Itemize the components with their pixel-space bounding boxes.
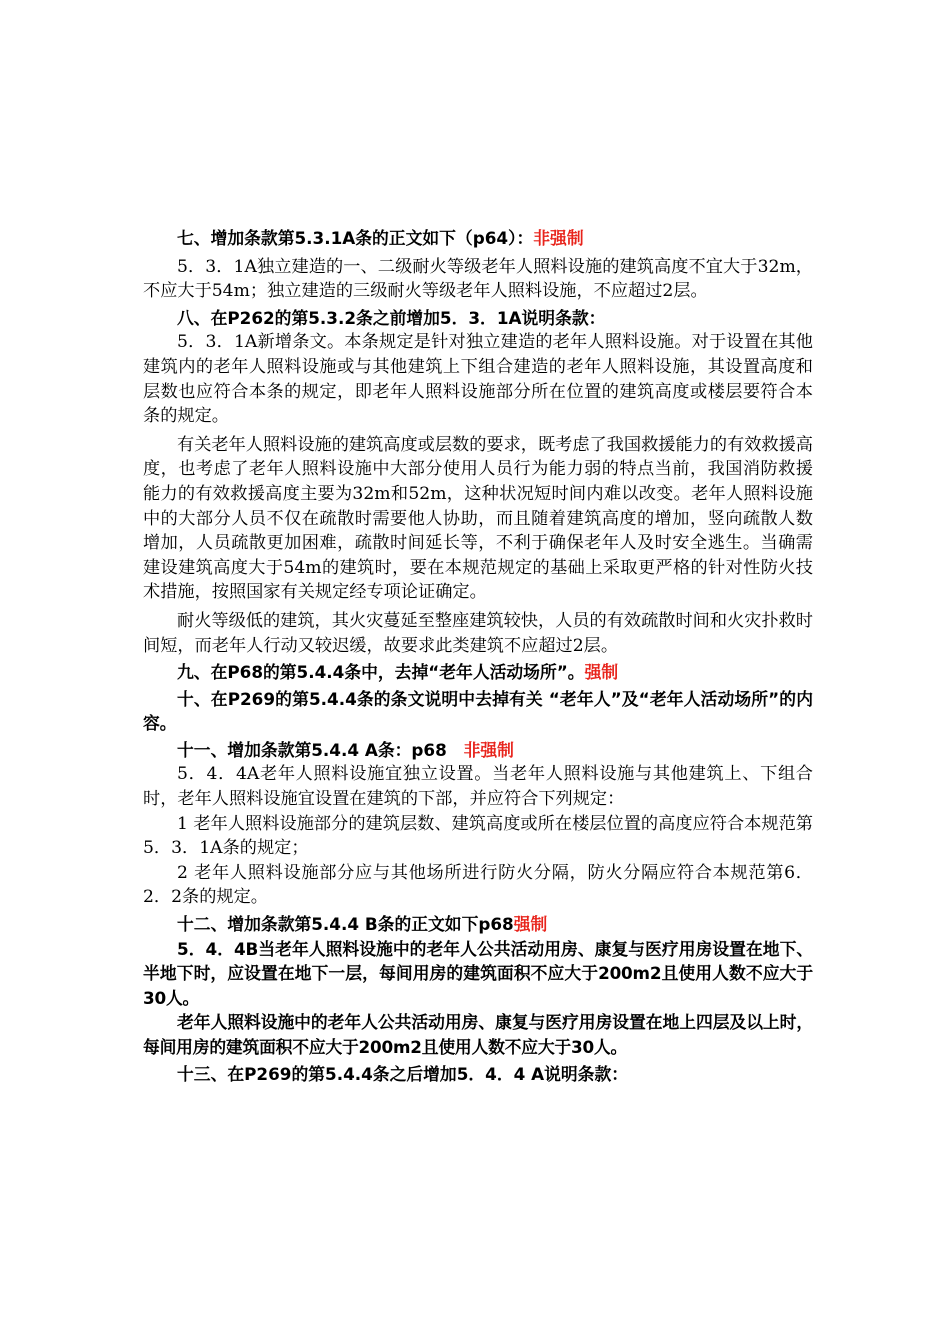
document-body	[143, 224, 813, 1086]
clause-5-4-4b: 5．4．4B当老年人照料设施中的老年人公共活动用房、康复与医疗用房设置在地下、半地下时，应设置在地下一层，每间用房的建筑面积不应大于200m2且使用人数不应大于30人。	[143, 938, 813, 1008]
explanation-5-3-1a: 5．3．1A新增条文。本条规定是针对独立建造的老年人照料设施。对于设置在其他建筑内的老年人照料设施或与其他建筑上下组合建造的老年人照料设施，其设置高度和层数也应符合本条的规定，即老年人照料设施部分所在位置的建筑高度或楼层要符合本条的规定。	[143, 332, 813, 427]
heading-13: 十三、在P269的第5.4.4条之后增加5．4．4 A说明条款：	[177, 1063, 629, 1084]
clause-5-4-4a: 5．4．4A老年人照料设施宜独立设置。当老年人照料设施与其他建筑上、下组合时，老年人照料设施宜设置在建筑的下部，并应符合下列规定：	[143, 764, 813, 810]
heading-11: 十一、增加条款第5.4.4 A条：p68 非强制	[177, 739, 514, 760]
clause-5-4-4a-item-2: 2 老年人照料设施部分应与其他场所进行防火分隔，防火分隔应符合本规范第6．2．2条的规定。	[143, 862, 813, 908]
explanation-fire-rating-paragraph: 耐火等级低的建筑，其火灾蔓延至整座建筑较快，人员的有效疏散时间和火灾扑救时间短，而老年人行动又较迟缓，故要求此类建筑不应超过2层。	[143, 610, 813, 656]
clause-5-4-4b-upper-floors: 老年人照料设施中的老年人公共活动用房、康复与医疗用房设置在地上四层及以上时，每间用房的建筑面积不应大于200m2且使用人数不应大于30人。	[143, 1012, 813, 1057]
heading-12: 十二、增加条款第5.4.4 B条的正文如下p68强制	[177, 914, 548, 935]
heading-9: 九、在P68的第5.4.4条中，去掉“老年人活动场所”。强制	[177, 662, 619, 683]
tag-mandatory: 强制	[584, 662, 619, 683]
clause-5-3-1a: 5．3．1A独立建造的一、二级耐火等级老年人照料设施的建筑高度不宜大于32m，不应大于54m；独立建造的三级耐火等级老年人照料设施，不应超过2层。	[143, 256, 813, 302]
heading-10: 十、在P269的第5.4.4条的条文说明中去掉有关 “老年人”及“老年人活动场所”的内容。	[143, 688, 813, 734]
explanation-height-paragraph: 有关老年人照料设施的建筑高度或层数的要求，既考虑了我国救援能力的有效救援高度，也考虑了老年人照料设施中大部分使用人员行为能力弱的特点当前，我国消防救援能力的有效救援高度主要为32m和52m，这种状况短时间内难以改变。老年人照料设施中的大部分人员不仅在疏散时需要他人协助，而且随着建筑高度的增加，竖向疏散人数增加，人员疏散更加困难，疏散时间延长等，不利于确保老年人及时安全逃生。当确需建设建筑高度大于54m的建筑时，要在本规范规定的基础上采取更严格的针对性防火技术措施，按照国家有关规定经专项论证确定。	[143, 434, 813, 603]
clause-5-4-4a-item-1: 1 老年人照料设施部分的建筑层数、建筑高度或所在楼层位置的高度应符合本规范第5．3．1A条的规定；	[143, 813, 813, 859]
heading-8: 八、在P262的第5.3.2条之前增加5．3．1A说明条款：	[177, 307, 606, 328]
tag-non-mandatory: 非强制	[463, 739, 514, 760]
heading-7: 七、增加条款第5.3.1A条的正文如下（p64）：非强制	[177, 228, 584, 248]
tag-mandatory: 强制	[513, 914, 548, 935]
tag-non-mandatory: 非强制	[533, 228, 584, 248]
